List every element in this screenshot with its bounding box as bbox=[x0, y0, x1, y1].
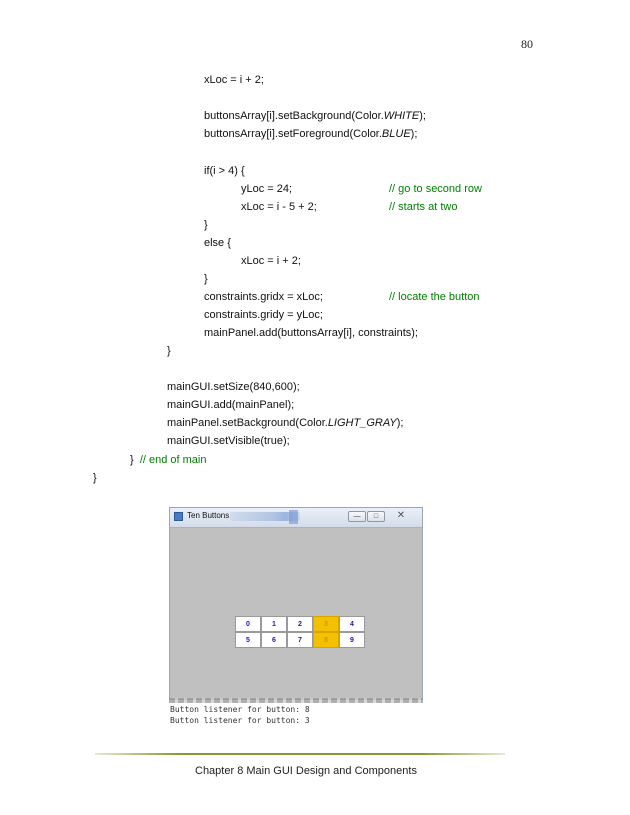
window-app-icon bbox=[174, 512, 183, 521]
code-line: else { bbox=[204, 237, 231, 249]
console-output-line: Button listener for button: 8 bbox=[170, 705, 310, 714]
code-line: mainGUI.setSize(840,600); bbox=[167, 381, 300, 393]
grid-button-7[interactable]: 7 bbox=[287, 632, 313, 648]
grid-button-1[interactable]: 1 bbox=[261, 616, 287, 632]
grid-button-6[interactable]: 6 bbox=[261, 632, 287, 648]
code-line: xLoc = i + 2; bbox=[204, 74, 264, 86]
code-segment: ); bbox=[419, 110, 426, 122]
console-output-line: Button listener for button: 3 bbox=[170, 716, 310, 725]
code-line bbox=[130, 453, 206, 467]
code-line: mainPanel.add(buttonsArray[i], constraints); bbox=[204, 327, 418, 339]
window-title: Ten Buttons bbox=[187, 511, 230, 520]
code-segment: ); bbox=[396, 417, 404, 429]
grid-button-0[interactable]: 0 bbox=[235, 616, 261, 632]
console-cutoff-line bbox=[169, 698, 423, 703]
code-line bbox=[204, 127, 417, 141]
code-line: } bbox=[93, 472, 97, 484]
code-keyword: LIGHT_GRAY bbox=[327, 417, 397, 429]
code-segment: mainPanel.setBackground(Color. bbox=[167, 417, 328, 429]
code-comment: // end of main bbox=[139, 454, 207, 466]
window-titlebar[interactable] bbox=[170, 508, 422, 528]
footer-divider bbox=[95, 753, 505, 755]
code-line bbox=[204, 109, 426, 123]
code-segment: buttonsArray[i].setForeground(Color. bbox=[204, 128, 382, 140]
page-number: 80 bbox=[521, 37, 533, 51]
main-panel bbox=[173, 528, 419, 696]
code-line: mainGUI.setVisible(true); bbox=[167, 435, 290, 447]
code-line: mainGUI.add(mainPanel); bbox=[167, 399, 295, 411]
code-segment: ); bbox=[410, 128, 418, 140]
code-comment: // go to second row bbox=[389, 183, 482, 195]
maximize-button[interactable]: □ bbox=[367, 511, 385, 522]
code-line: } bbox=[167, 345, 171, 357]
code-segment: } bbox=[130, 454, 134, 466]
code-comment: // starts at two bbox=[389, 201, 458, 213]
grid-button-9[interactable]: 9 bbox=[339, 632, 365, 648]
code-segment: buttonsArray[i].setBackground(Color. bbox=[204, 110, 384, 122]
code-keyword: BLUE bbox=[381, 128, 411, 140]
code-line: } bbox=[204, 273, 208, 285]
ten-buttons-window bbox=[169, 507, 423, 700]
grid-button-5[interactable]: 5 bbox=[235, 632, 261, 648]
code-keyword: WHITE bbox=[383, 110, 420, 122]
code-line: } bbox=[204, 219, 208, 231]
code-line: constraints.gridy = yLoc; bbox=[204, 309, 323, 321]
code-line: xLoc = i - 5 + 2; bbox=[241, 201, 317, 213]
code-line bbox=[167, 416, 403, 430]
grid-button-2[interactable]: 2 bbox=[287, 616, 313, 632]
code-line: constraints.gridx = xLoc; bbox=[204, 291, 323, 303]
code-line: if(i > 4) { bbox=[204, 165, 245, 177]
chapter-footer: Chapter 8 Main GUI Design and Components bbox=[195, 765, 417, 777]
titlebar-blur bbox=[289, 510, 298, 524]
grid-button-3[interactable]: 3 bbox=[313, 616, 339, 632]
code-line: xLoc = i + 2; bbox=[241, 255, 301, 267]
code-comment: // locate the button bbox=[389, 291, 480, 303]
grid-button-8[interactable]: 8 bbox=[313, 632, 339, 648]
code-line: yLoc = 24; bbox=[241, 183, 293, 195]
close-button[interactable]: ✕ bbox=[396, 510, 406, 521]
grid-button-4[interactable]: 4 bbox=[339, 616, 365, 632]
button-grid bbox=[235, 616, 365, 648]
minimize-button[interactable]: — bbox=[348, 511, 366, 522]
